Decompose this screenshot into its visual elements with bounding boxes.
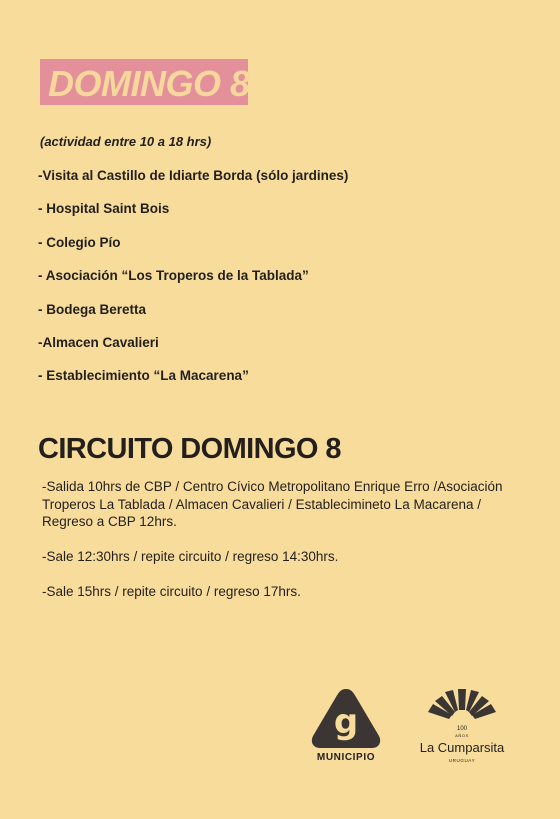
list-item: - Establecimiento “La Macarena” (38, 368, 249, 384)
activity-list (38, 166, 348, 400)
circuit-line: -Salida 10hrs de CBP / Centro Cívico Metropolitano Enrique Erro /Asociación Troperos La Tablada / Almacen Cavalieri / Establecimineto La Macarena / Regreso a CBP 12hrs. (42, 479, 503, 529)
page-title: DOMINGO 8 (48, 63, 250, 104)
cumparsita-country: URUGUAY (448, 758, 476, 763)
years-word: AÑOS (455, 733, 469, 738)
circuit-line: -Sale 12:30hrs / repite circuito / regreso 14:30hrs. (42, 549, 339, 564)
list-item: - Colegio Pío (38, 234, 121, 250)
municipio-logo (308, 686, 384, 770)
circuit-title: CIRCUITO DOMINGO 8 (38, 433, 341, 465)
circuit-line: -Sale 15hrs / repite circuito / regreso 17hrs. (42, 584, 301, 599)
years-number: 100 (456, 726, 467, 732)
schedule-note: (actividad entre 10 a 18 hrs) (40, 134, 212, 149)
list-item: -Almacen Cavalieri (38, 334, 159, 350)
list-item: - Hospital Saint Bois (38, 201, 170, 217)
list-item: -Visita al Castillo de Idiarte Borda (sólo jardines) (38, 168, 349, 183)
list-item: - Asociación “Los Troperos de la Tablada” (38, 268, 309, 284)
bandoneon-fan-icon (412, 688, 512, 728)
municipio-label: MUNICIPIO (316, 752, 376, 763)
list-item: - Bodega Beretta (38, 301, 147, 317)
municipio-letter: g (333, 702, 359, 742)
cumparsita-logo (412, 688, 512, 768)
circuit-details (42, 478, 522, 618)
title-banner (40, 59, 248, 105)
cumparsita-name: La Cumparsita (419, 740, 505, 755)
municipio-g-triangle-icon (308, 686, 384, 750)
